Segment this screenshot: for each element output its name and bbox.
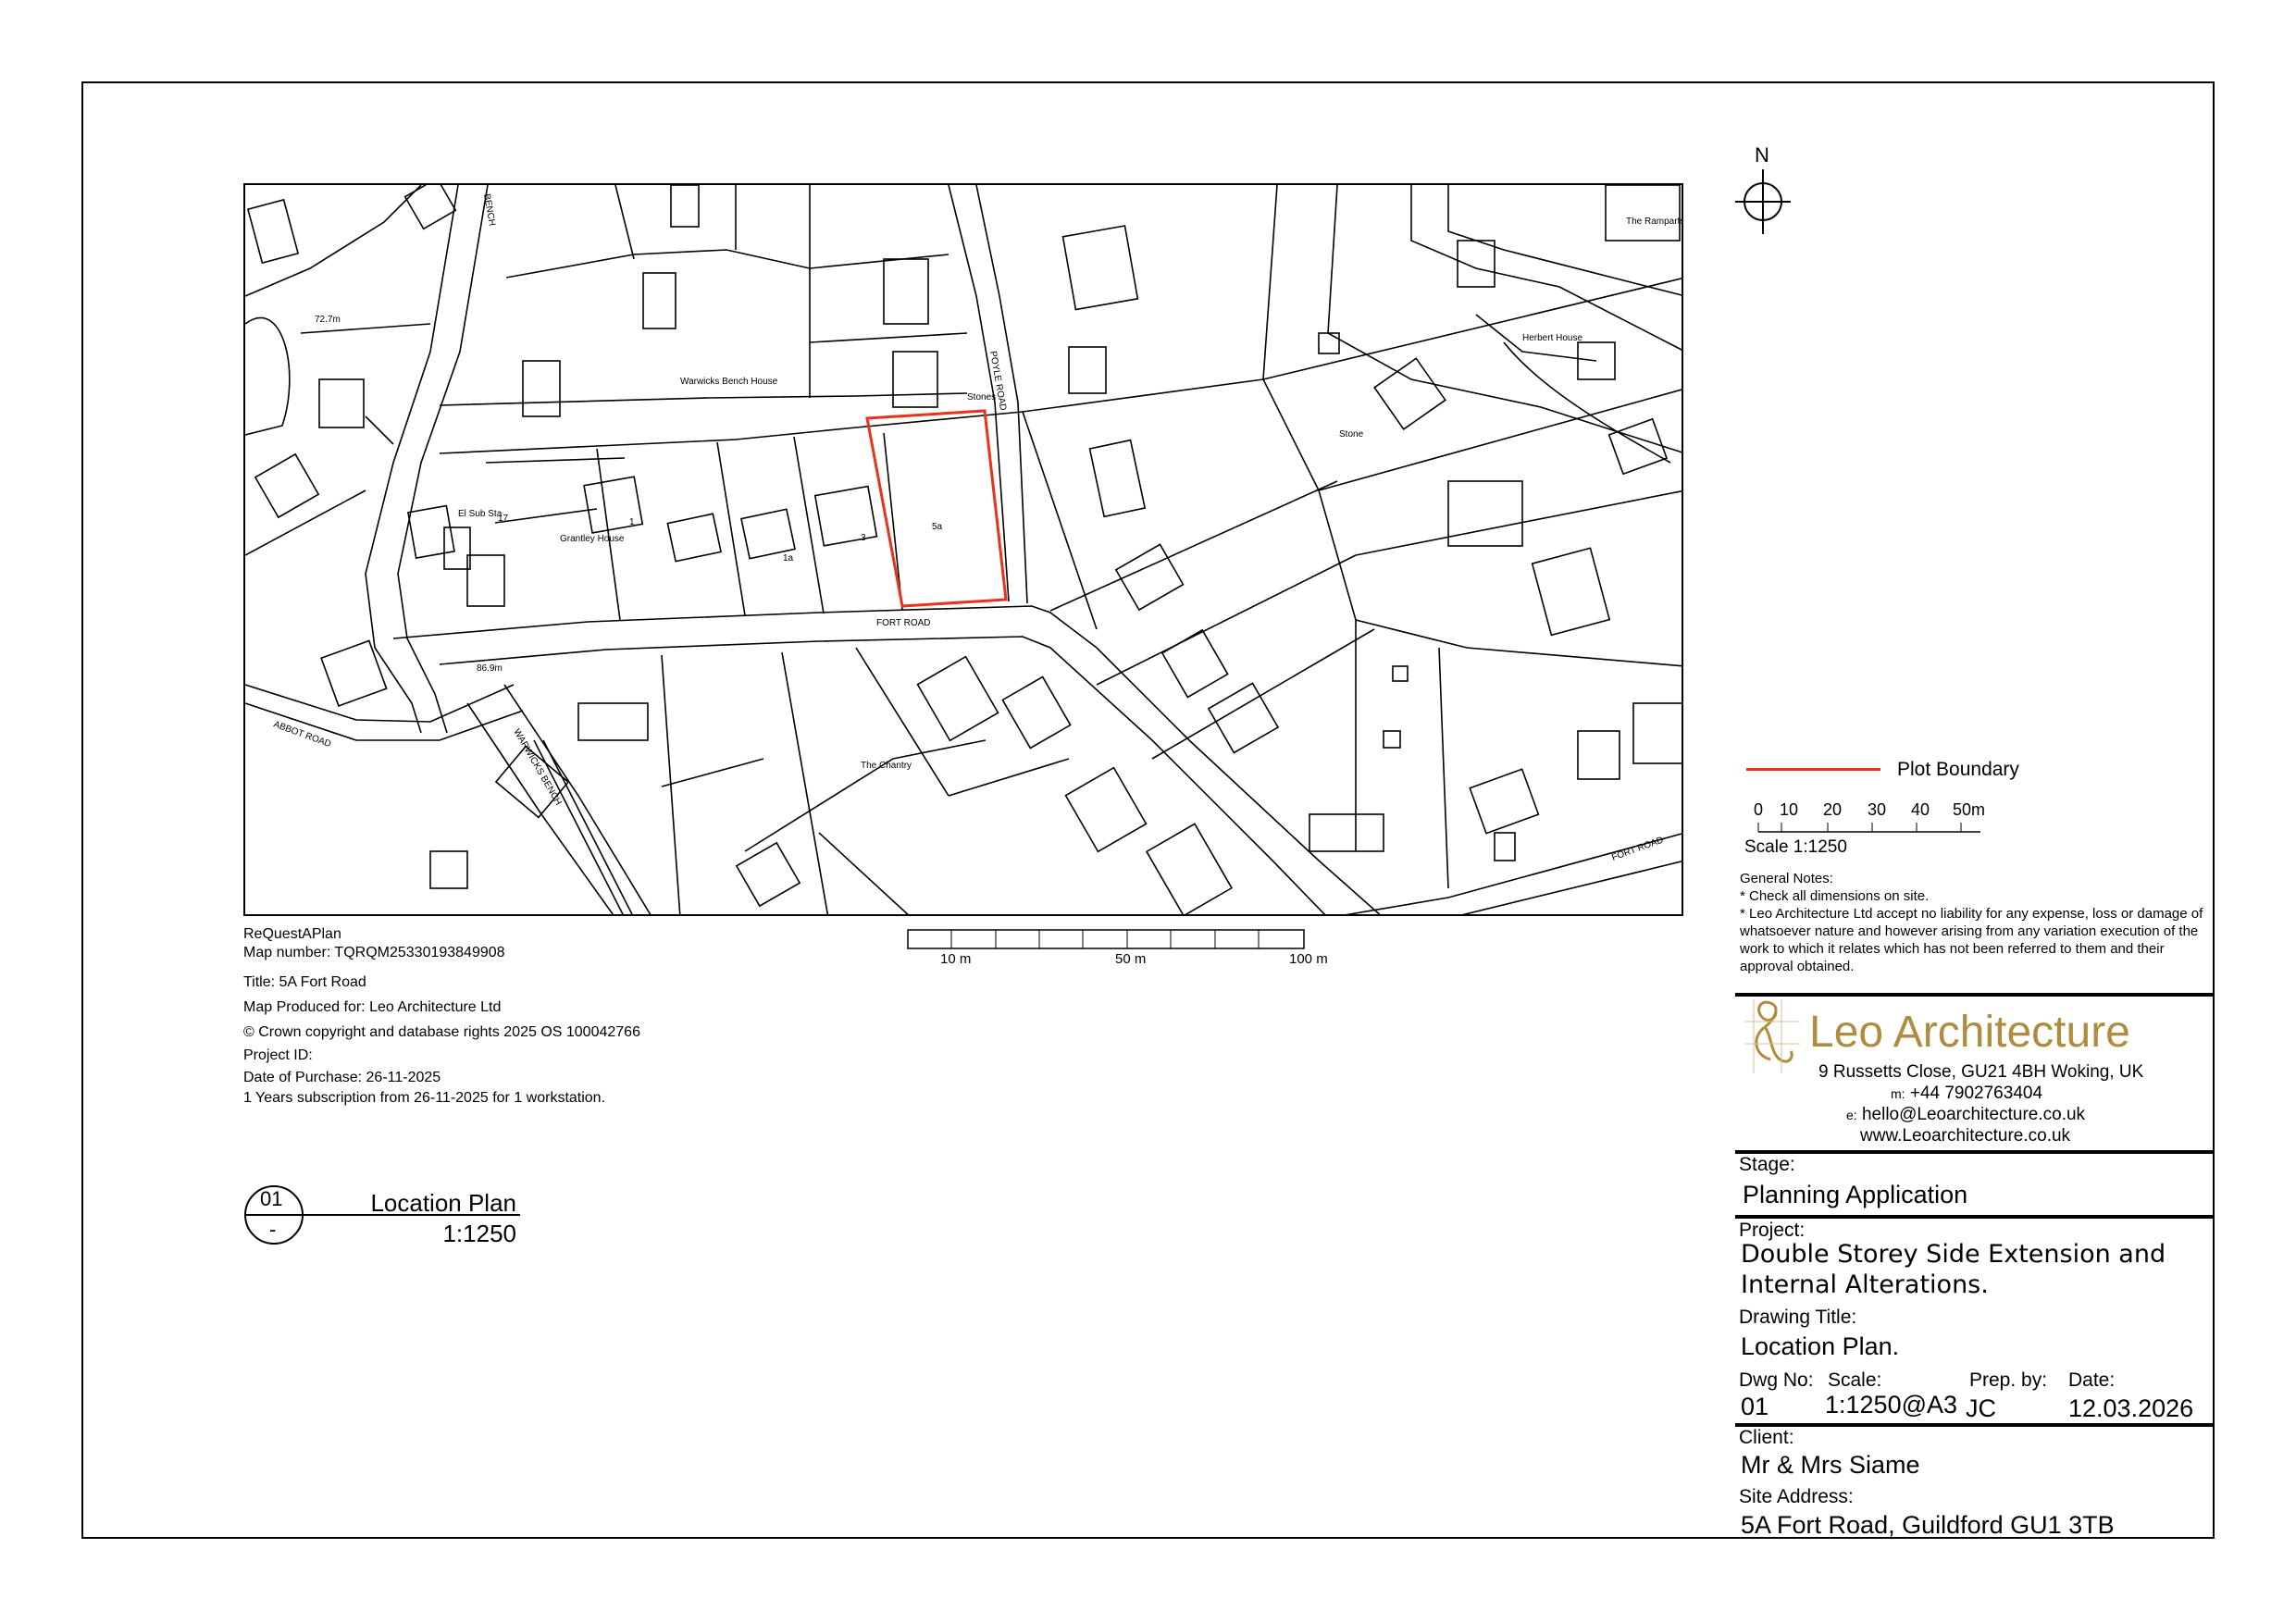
company-phone: [1891, 1084, 2042, 1104]
scale-tick-label: 0: [1754, 800, 1764, 819]
map-subscription: 1 Years subscription from 26-11-2025 for 1 workstation.: [243, 1090, 606, 1106]
place-label-grantley-house: Grantley House: [560, 534, 625, 544]
north-arrow: [1735, 143, 1791, 236]
email-value: hello@Leoarchitecture.co.uk: [1861, 1105, 2086, 1124]
map-number: Map number: TQRQM25330193849908: [243, 945, 505, 960]
phone-value: +44 7902763404: [1909, 1084, 2043, 1103]
place-label-warwicks-bench-house: Warwicks Bench House: [680, 377, 778, 387]
map-bar-scale: [907, 929, 1333, 966]
road-label-abbot-road: ABBOT ROAD: [271, 719, 333, 750]
scale-label: Scale:: [1828, 1369, 1882, 1391]
notes-line-2: * Leo Architecture Ltd accept no liability for any expense, loss or damage of whatsoever nature and however arising from any variation execution of the work to which it relates which has not been referred to them and their approval obtained.: [1740, 906, 2203, 974]
general-notes: [1740, 870, 2212, 975]
prep-by-label: Prep. by:: [1969, 1369, 2048, 1391]
bar-scale-graphic: [907, 929, 1333, 951]
north-arrow-icon: [1735, 169, 1791, 234]
project-line-1: Double Storey Side Extension and: [1741, 1240, 2166, 1269]
leo-logo-icon: [1744, 999, 1800, 1073]
bar-scale-label: 50 m: [1115, 951, 1147, 967]
os-location-map: [243, 183, 1683, 916]
prep-by-value: JC: [1966, 1394, 1996, 1422]
email-prefix: e:: [1846, 1108, 1857, 1122]
company-email: [1846, 1105, 2085, 1125]
place-label-the-ramparts: The Ramparts: [1626, 217, 1685, 227]
title-block-divider: [1735, 1150, 2215, 1154]
drawing-tag-number: 01: [260, 1187, 283, 1210]
bar-scale-label: 100 m: [1289, 951, 1328, 967]
legend-scale-bar: [1744, 800, 1986, 857]
drawing-tag-sheet: -: [269, 1218, 277, 1241]
place-label-herbert-house: Herbert House: [1522, 333, 1583, 343]
scale-tick-label: 10: [1780, 800, 1799, 819]
house-number-label: 3: [861, 533, 866, 543]
company-website: www.Leoarchitecture.co.uk: [1860, 1126, 2071, 1146]
scale-tick-label: 40: [1911, 800, 1930, 819]
map-produced-for: Map Produced for: Leo Architecture Ltd: [243, 999, 502, 1015]
company-address: 9 Russetts Close, GU21 4BH Woking, UK: [1818, 1062, 2144, 1082]
place-label-stone: Stone: [1339, 429, 1364, 440]
scale-bar-graphic: [1744, 821, 1985, 834]
road-label-fort-road-east: FORT ROAD: [1610, 835, 1666, 863]
notes-line-1: * Check all dimensions on site.: [1740, 888, 1930, 904]
project-line-2: Internal Alterations.: [1741, 1270, 1989, 1299]
date-label: Date:: [2068, 1369, 2116, 1391]
phone-prefix: m:: [1891, 1086, 1905, 1101]
house-number-label: 1a: [783, 553, 794, 564]
notes-heading: General Notes:: [1740, 871, 1833, 886]
drawing-tag-title: Location Plan: [370, 1189, 516, 1217]
scale-value: 1:1250@A3: [1825, 1391, 1958, 1419]
map-provider: ReQuestAPlan: [243, 926, 341, 942]
place-label-el-sub-sta: El Sub Sta: [458, 509, 503, 519]
title-block-divider: [1735, 1215, 2215, 1219]
date-value: 12.03.2026: [2068, 1394, 2194, 1422]
drawing-tag-scale: 1:1250: [442, 1220, 516, 1247]
project-label: Project:: [1739, 1220, 1806, 1241]
spot-height-72: 72.7m: [315, 315, 341, 325]
map-linework: [245, 185, 1683, 916]
road-label-fort-road: FORT ROAD: [876, 618, 931, 628]
map-title: Title: 5A Fort Road: [243, 974, 366, 990]
spot-height-86: 86.9m: [477, 663, 503, 674]
title-block-divider: [1735, 993, 2215, 997]
drawing-title-value: Location Plan.: [1741, 1332, 1900, 1360]
scale-tick-label: 30: [1868, 800, 1887, 819]
map-copyright: © Crown copyright and database rights 2025 OS 100042766: [243, 1024, 640, 1040]
house-number-label: 1: [629, 517, 635, 527]
north-label: N: [1755, 143, 1769, 167]
stage-label: Stage:: [1739, 1154, 1795, 1175]
road-label-bench: BENCH: [481, 192, 497, 228]
client-value: Mr & Mrs Siame: [1741, 1451, 1920, 1479]
map-date-purchase: Date of Purchase: 26-11-2025: [243, 1070, 441, 1085]
client-label: Client:: [1739, 1427, 1794, 1448]
scale-text: Scale 1:1250: [1744, 837, 1847, 857]
bar-scale-label: 10 m: [940, 951, 972, 967]
map-project-id: Project ID:: [243, 1047, 313, 1063]
road-label-poyle-road: POYLE ROAD: [987, 350, 1009, 412]
title-block-divider: [1735, 1423, 2215, 1427]
scale-tick-label: 20: [1823, 800, 1843, 819]
stage-value: Planning Application: [1743, 1181, 1968, 1208]
place-label-the-chantry: The Chantry: [861, 761, 912, 771]
scale-tick-label: 50m: [1953, 800, 1986, 819]
drawing-title-label: Drawing Title:: [1739, 1307, 1857, 1328]
house-number-label: 17: [498, 514, 509, 524]
road-label-warwicks-bench: WARWICKS BENCH: [511, 727, 564, 808]
dwg-no-value: 01: [1741, 1393, 1769, 1420]
legend-plot-boundary-line: [1746, 768, 1880, 771]
house-number-label: 5a: [932, 522, 943, 532]
site-address-label: Site Address:: [1739, 1486, 1854, 1507]
drawing-tag: [242, 1183, 520, 1247]
legend-plot-boundary-label: Plot Boundary: [1897, 759, 2019, 780]
dwg-no-label: Dwg No:: [1739, 1369, 1814, 1391]
place-label-stones: Stones: [967, 392, 997, 403]
company-name: Leo Architecture: [1809, 1008, 2130, 1057]
map-info: [243, 925, 640, 1108]
site-address-value: 5A Fort Road, Guildford GU1 3TB: [1741, 1511, 2115, 1539]
